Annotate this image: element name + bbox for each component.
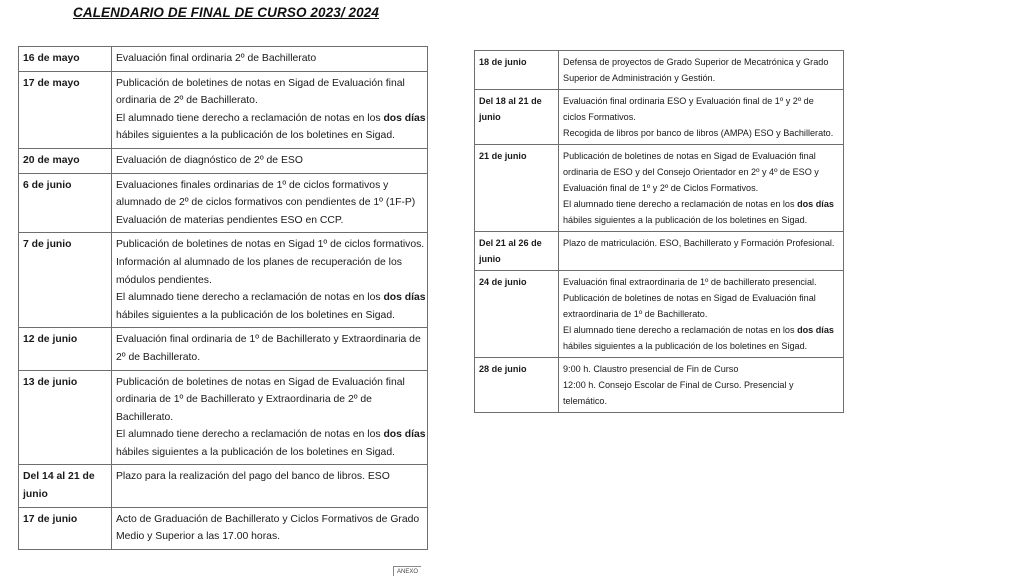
emphasis-text: dos días bbox=[797, 325, 834, 335]
table-row bbox=[475, 90, 844, 145]
line-text: hábiles siguientes a la publicación de los boletines en Sigad. bbox=[563, 215, 808, 225]
page-title: CALENDARIO DE FINAL DE CURSO 2023/ 2024 bbox=[73, 5, 379, 20]
description-line bbox=[563, 338, 839, 354]
line-text: hábiles siguientes a la publicación de los boletines en Sigad. bbox=[116, 130, 396, 142]
row-description bbox=[112, 47, 428, 72]
line-text: 12:00 h. Consejo Escolar de Final de Curso. Presencial y bbox=[563, 380, 794, 390]
row-date: 16 de mayo bbox=[19, 47, 112, 72]
line-text: El alumnado tiene derecho a reclamación de notas en los bbox=[563, 199, 798, 209]
description-line bbox=[116, 444, 423, 462]
description-line bbox=[116, 511, 423, 529]
table-row bbox=[19, 465, 428, 507]
row-date bbox=[475, 90, 559, 145]
row-date-line: Del 18 al 21 de bbox=[479, 96, 542, 106]
description-line bbox=[116, 391, 423, 409]
line-text: Recogida de libros por banco de libros (AMPA) ESO y Bachillerato. bbox=[563, 128, 834, 138]
table-row bbox=[475, 51, 844, 90]
description-line bbox=[563, 70, 839, 86]
row-description bbox=[559, 271, 844, 358]
row-description bbox=[112, 370, 428, 465]
emphasis-text: dos días bbox=[383, 429, 426, 441]
row-description bbox=[112, 233, 428, 328]
line-text: Publicación de boletines de notas en Sigad de Evaluación final bbox=[116, 77, 405, 89]
emphasis-text: dos días bbox=[383, 292, 426, 304]
row-date: 7 de junio bbox=[19, 233, 112, 328]
line-text: Publicación de boletines de notas en Sigad de Evaluación final bbox=[563, 151, 816, 161]
table-row bbox=[19, 148, 428, 173]
row-date-line: junio bbox=[479, 112, 501, 122]
line-text: Defensa de proyectos de Grado Superior de Mecatrónica y Grado bbox=[563, 57, 829, 67]
row-date: 21 de junio bbox=[475, 145, 559, 232]
row-date-line: Del 21 al 26 de bbox=[479, 238, 542, 248]
row-description bbox=[559, 90, 844, 145]
row-date: 28 de junio bbox=[475, 358, 559, 413]
description-line bbox=[563, 93, 839, 109]
description-line bbox=[563, 290, 839, 306]
table-row bbox=[475, 358, 844, 413]
emphasis-text: dos días bbox=[383, 112, 426, 124]
row-date: 12 de junio bbox=[19, 328, 112, 370]
row-date-line: junio bbox=[23, 489, 48, 501]
description-line bbox=[116, 92, 423, 110]
description-line bbox=[116, 110, 426, 128]
line-text: hábiles siguientes a la publicación de los boletines en Sigad. bbox=[563, 341, 808, 351]
row-description bbox=[112, 148, 428, 173]
line-text: Evaluación final ordinaria ESO y Evaluación final de 1º y 2º de bbox=[563, 96, 814, 106]
line-text: ordinaria de 2º de Bachillerato. bbox=[116, 95, 258, 107]
description-line bbox=[563, 148, 839, 164]
row-description bbox=[559, 232, 844, 271]
line-text: El alumnado tiene derecho a reclamación de notas en los bbox=[116, 292, 384, 304]
description-line bbox=[116, 194, 423, 212]
description-line bbox=[563, 377, 839, 393]
row-description bbox=[559, 145, 844, 232]
calendar-table-left-body bbox=[19, 47, 428, 550]
description-line bbox=[116, 374, 423, 392]
description-line bbox=[563, 361, 839, 377]
line-text: Evaluaciones finales ordinarias de 1º de ciclos formativos y bbox=[116, 179, 389, 191]
row-date: 20 de mayo bbox=[19, 148, 112, 173]
row-description bbox=[559, 358, 844, 413]
row-date: 18 de junio bbox=[475, 51, 559, 90]
table-row bbox=[19, 71, 428, 148]
table-row bbox=[475, 232, 844, 271]
line-text: Publicación de boletines de notas en Sigad de Evaluación final bbox=[116, 376, 405, 388]
row-date: 6 de junio bbox=[19, 173, 112, 233]
description-line bbox=[116, 75, 423, 93]
description-line bbox=[563, 306, 839, 322]
line-text: Publicación de boletines de notas en Sigad de Evaluación final bbox=[563, 293, 816, 303]
row-description bbox=[559, 51, 844, 90]
line-text: El alumnado tiene derecho a reclamación de notas en los bbox=[116, 429, 384, 441]
line-text: Evaluación final ordinaria 2º de Bachillerato bbox=[116, 53, 317, 64]
line-text: Evaluación de diagnóstico de 2º de ESO bbox=[116, 154, 303, 166]
line-text: módulos pendientes. bbox=[116, 274, 212, 286]
description-line bbox=[116, 331, 423, 349]
table-row bbox=[19, 233, 428, 328]
description-line bbox=[116, 272, 423, 290]
row-date: 17 de mayo bbox=[19, 71, 112, 148]
description-line bbox=[116, 289, 426, 307]
line-text: alumnado de 2º de ciclos formativos con pendientes de 1º (1F-P) bbox=[116, 197, 416, 209]
row-date: 17 de junio bbox=[19, 507, 112, 549]
description-line bbox=[116, 349, 423, 367]
row-date: 13 de junio bbox=[19, 370, 112, 465]
line-text: Plazo para la realización del pago del banco de libros. ESO bbox=[116, 471, 390, 483]
description-line bbox=[563, 274, 839, 290]
line-text: extraordinaria de 1º de Bachillerato. bbox=[563, 309, 708, 319]
description-line bbox=[563, 109, 839, 125]
line-text: Acto de Graduación de Bachillerato y Ciclos Formativos de Grado bbox=[116, 513, 420, 525]
line-text: ordinaria de 1º de Bachillerato y Extraordinaria de 2º de bbox=[116, 394, 372, 406]
description-line bbox=[563, 393, 839, 409]
table-row bbox=[475, 145, 844, 232]
row-description bbox=[112, 507, 428, 549]
description-line bbox=[563, 180, 839, 196]
row-description bbox=[112, 71, 428, 148]
description-line bbox=[563, 196, 839, 212]
description-line bbox=[116, 212, 423, 230]
table-row bbox=[19, 328, 428, 370]
description-line bbox=[116, 409, 423, 427]
table-row bbox=[19, 507, 428, 549]
annex-mark: ANEXO bbox=[393, 566, 421, 576]
line-text: hábiles siguientes a la publicación de los boletines en Sigad. bbox=[116, 309, 396, 321]
table-row bbox=[475, 271, 844, 358]
line-text: telemático. bbox=[563, 396, 607, 406]
line-text: Evaluación final de 1º y 2º de Ciclos Formativos. bbox=[563, 183, 759, 193]
line-text: Plazo de matriculación. ESO, Bachillerato y Formación Profesional. bbox=[563, 238, 835, 248]
line-text: Medio y Superior a las 17.00 horas. bbox=[116, 531, 281, 543]
description-line bbox=[116, 426, 426, 444]
description-line bbox=[116, 528, 423, 546]
line-text: El alumnado tiene derecho a reclamación de notas en los bbox=[116, 112, 384, 124]
description-line bbox=[116, 307, 423, 325]
description-line bbox=[116, 50, 423, 68]
line-text: Evaluación de materias pendientes ESO en CCP. bbox=[116, 214, 344, 226]
line-text: Superior de Administración y Gestión. bbox=[563, 73, 716, 83]
row-date-line: junio bbox=[479, 254, 501, 264]
description-line bbox=[116, 127, 423, 145]
description-line bbox=[116, 152, 423, 170]
line-text: Evaluación final ordinaria de 1º de Bachillerato y Extraordinaria de bbox=[116, 334, 421, 346]
line-text: Evaluación final extraordinaria de 1º de bachillerato presencial. bbox=[563, 277, 817, 287]
row-date bbox=[19, 465, 112, 507]
line-text: Publicación de boletines de notas en Sigad 1º de ciclos formativos. bbox=[116, 239, 425, 251]
row-date-line: Del 14 al 21 de bbox=[23, 471, 95, 483]
description-line bbox=[563, 54, 839, 70]
description-line bbox=[563, 235, 839, 251]
calendar-table-left bbox=[18, 46, 428, 550]
description-line bbox=[116, 254, 423, 272]
row-description bbox=[112, 465, 428, 507]
line-text: Información al alumnado de los planes de recuperación de los bbox=[116, 256, 402, 268]
row-description bbox=[112, 328, 428, 370]
calendar-table-right bbox=[474, 50, 844, 413]
calendar-table-right-body bbox=[475, 51, 844, 413]
line-text: hábiles siguientes a la publicación de los boletines en Sigad. bbox=[116, 446, 396, 458]
line-text: 9:00 h. Claustro presencial de Fin de Curso bbox=[563, 364, 739, 374]
description-line bbox=[116, 236, 423, 254]
table-row bbox=[19, 370, 428, 465]
line-text: ciclos Formativos. bbox=[563, 112, 636, 122]
description-line bbox=[563, 322, 839, 338]
description-line bbox=[563, 212, 839, 228]
emphasis-text: dos días bbox=[797, 199, 834, 209]
line-text: ordinaria de ESO y del Consejo Orientador en 2º y 4º de ESO y bbox=[563, 167, 819, 177]
line-text: El alumnado tiene derecho a reclamación de notas en los bbox=[563, 325, 798, 335]
row-date: 24 de junio bbox=[475, 271, 559, 358]
line-text: Bachillerato. bbox=[116, 411, 174, 423]
description-line bbox=[563, 125, 839, 141]
description-line bbox=[563, 164, 839, 180]
row-date bbox=[475, 232, 559, 271]
description-line bbox=[116, 468, 423, 486]
description-line bbox=[116, 177, 423, 195]
table-row bbox=[19, 47, 428, 72]
table-row bbox=[19, 173, 428, 233]
row-description bbox=[112, 173, 428, 233]
line-text: 2º de Bachillerato. bbox=[116, 351, 201, 363]
